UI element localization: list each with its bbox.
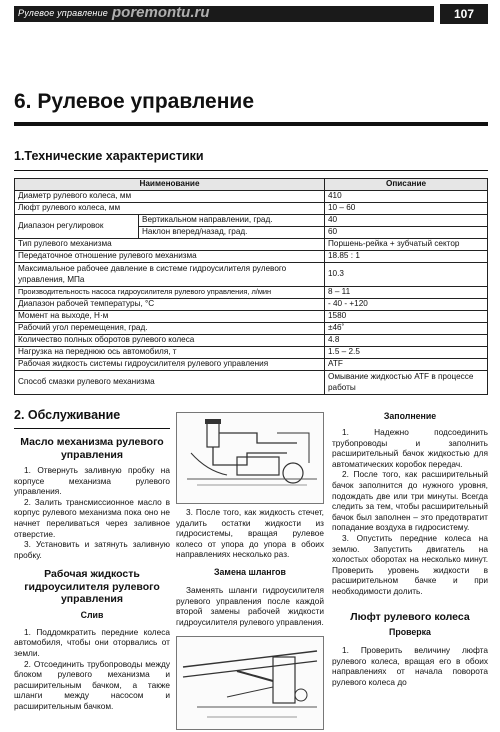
table-row: Передаточное отношение рулевого механизма 18.85 : 1 — [15, 251, 488, 263]
hoses-text: Заменять шланги гидроусилителя рулевого управления после каждой второй замены рабочей жидкости гидроусилителя рулевого управления. — [176, 584, 324, 627]
tech-section-rule — [14, 170, 488, 171]
table-row: Нагрузка на переднюю ось автомобиля, т 1.5 – 2.5 — [15, 347, 488, 359]
check-step-1: 1. Проверить величину люфта рулевого колеса, вращая его в обоих направлениях от начала поворота рулевого колеса до — [332, 645, 488, 687]
table-row: Производительность насоса гидроусилителя рулевого управления, л/мин 8 – 11 — [15, 287, 488, 299]
oil-step-1: 1. Отвернуть заливную пробку на корпусе механизма рулевого управления. — [14, 465, 170, 497]
table-row: Тип рулевого механизма Поршень-рейка + зубчатый сектор — [15, 239, 488, 251]
page-number: 107 — [440, 4, 488, 24]
play-title: Люфт рулевого колеса — [350, 610, 470, 623]
specs-header-desc: Описание — [325, 179, 488, 191]
check-title: Проверка — [389, 627, 431, 637]
left-column — [14, 436, 170, 712]
drain-step-2: 2. Отсоединить трубопроводы между блоком рулевого механизма и расширительным бачком, а также шланги между насосом и расширительным бачком. — [14, 658, 170, 711]
service-section-title: 2. Обслуживание — [14, 408, 121, 422]
table-row: Люфт рулевого колеса, мм 10 – 60 — [15, 203, 488, 215]
oil-step-2: 2. Залить трансмиссионное масло в корпус рулевого механизма пока оно не начнет переливаться через заливное отверстие. — [14, 496, 170, 539]
drain-step-1: 1. Поддомкратить передние колеса автомобиля, чтобы они оторвались от земли. — [14, 626, 170, 659]
steering-system-diagram — [177, 413, 323, 503]
chapter-title: 6. Рулевое управление — [14, 90, 254, 113]
drain-title: Слив — [80, 609, 104, 620]
page-header — [0, 0, 500, 30]
hoses-figure — [176, 636, 324, 730]
fill-title: Заполнение — [383, 411, 437, 421]
table-row: Максимальное рабочее давление в системе гидроусилителя рулевого управления, МПа 10.3 — [15, 263, 488, 287]
fluid-title: Рабочая жидкость гидроусилителя рулевого управления — [24, 568, 160, 606]
tech-section-title: 1.Технические характеристики — [14, 149, 204, 163]
header-section-name: Рулевое управление — [18, 8, 109, 18]
fill-step-3: 3. Опустить передние колеса на землю. Запустить двигатель на холостых оборотах на несколько минут. Проверить уровень жидкости в расширительном бачке и при необходимости долить. — [332, 532, 488, 596]
drain-step-3: 3. После того, как жидкость стечет, удалить остатки жидкости из гидросистемы, вращая рулевое колесо от упора до упора в обоих направлениях несколько раз. — [176, 507, 324, 560]
table-row: Количество полных оборотов рулевого колеса 4.8 — [15, 335, 488, 347]
table-row: Способ смазки рулевого механизма Омывание жидкостью ATF в процессе работы — [15, 371, 488, 395]
fill-step-1: 1. Надежно подсоединить трубопроводы и заполнить расширительный бачок жидкостью для автоматических коробок передач. — [332, 427, 488, 469]
oil-step-3: 3. Установить и затянуть заливную пробку. — [14, 539, 170, 560]
chapter-rule — [14, 122, 488, 126]
fill-step-2: 2. После того, как расширительный бачок заполнится до нужного уровня, подождать две или три минуты. Всегда следить за тем, чтобы расширительный бачок был заполнен – это предотвратит попадание воздуха в гидросистему. — [332, 469, 488, 533]
specs-header-name: Наименование — [15, 179, 325, 191]
hoses-diagram — [177, 637, 323, 729]
table-row: Диапазон регулировок Вертикальном направлении, град. 40 — [15, 215, 488, 227]
service-section-rule — [14, 428, 170, 429]
table-row: Диаметр рулевого колеса, мм 410 — [15, 191, 488, 203]
hoses-title: Замена шлангов — [214, 566, 286, 577]
oil-title: Масло механизма рулевого управления — [20, 436, 164, 461]
table-row: Рабочая жидкость системы гидроусилителя рулевого управления ATF — [15, 359, 488, 371]
specs-table — [14, 178, 488, 395]
table-row: Момент на выходе, Н·м 1580 — [15, 311, 488, 323]
table-row: Диапазон рабочей температуры, °С - 40 - +120 — [15, 299, 488, 311]
table-row: Наклон вперед/назад, град. 60 — [15, 227, 488, 239]
middle-column — [176, 507, 324, 627]
right-column — [332, 411, 488, 687]
watermark: poremontu.ru — [112, 4, 210, 21]
steering-system-figure — [176, 412, 324, 504]
table-row: Рабочий угол перемещения, град. ±46˚ — [15, 323, 488, 335]
